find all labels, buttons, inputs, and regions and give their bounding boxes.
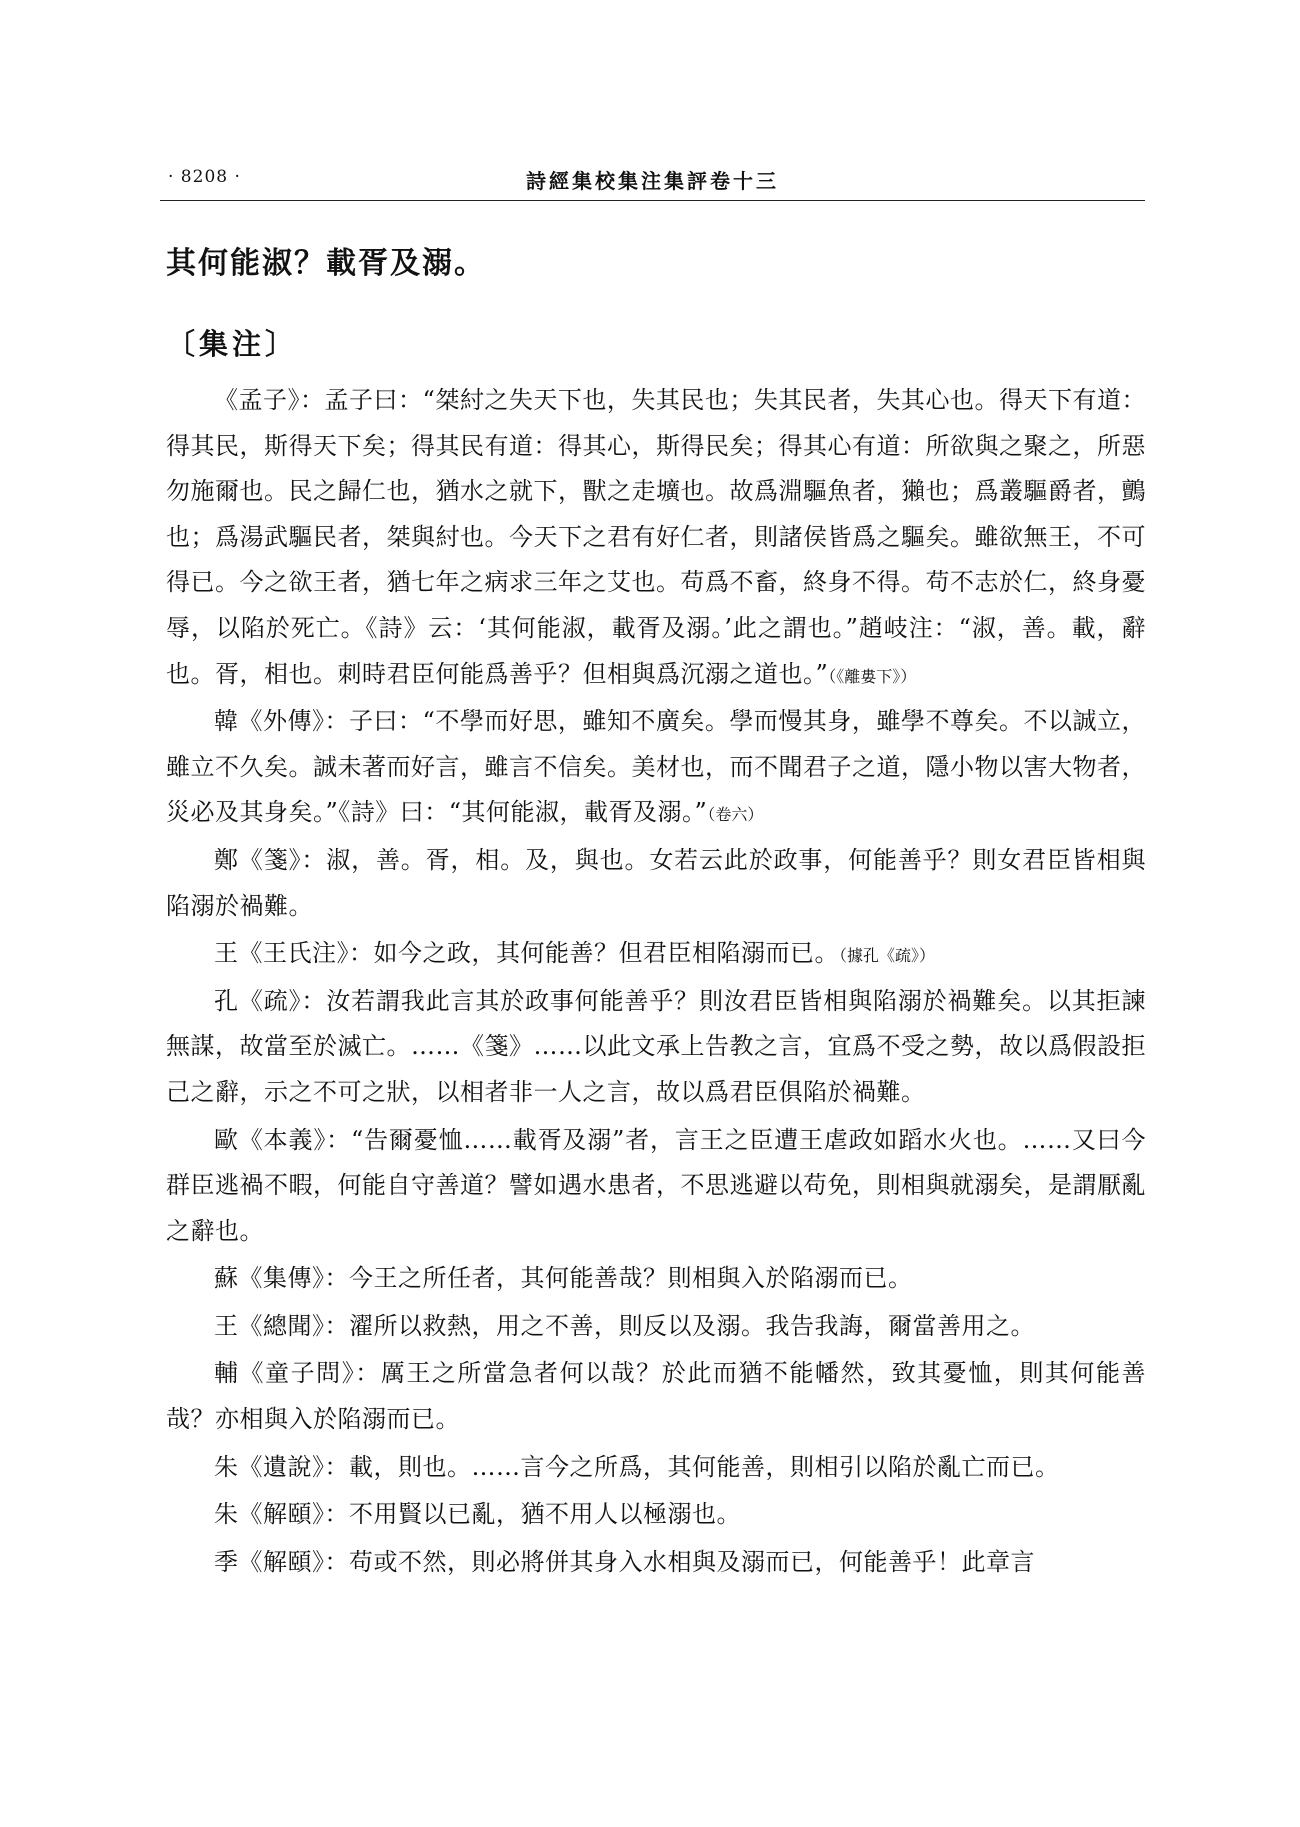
paragraph-text: 鄭《箋》：淑，善。胥，相。及，與也。女若云此於政事，何能善乎？則女君臣皆相與陷溺於禍難。 [166, 845, 1146, 920]
page-header [160, 165, 1145, 199]
commentary-body [166, 378, 1146, 1587]
paragraph-text: 輔《童子問》：厲王之所當急者何以哉？於此而猶不能幡然，致其憂恤，則其何能善哉？亦相與入於陷溺而已。 [166, 1359, 1146, 1434]
paragraph-su-jizhuan [166, 1256, 1146, 1304]
paragraph-zhu-yishuo [166, 1445, 1146, 1493]
paragraph-text: 朱《遺說》：載，則也。……言今之所爲，其何能善，則相引以陷於亂亡而已。 [214, 1452, 1060, 1481]
paragraph-zhu-jieyi [166, 1492, 1146, 1540]
paragraph-text: 孔《疏》：汝若謂我此言其於政事何能善乎？則汝君臣皆相與陷溺於禍難矣。以其拒諫無謀，故當至於滅亡。……《箋》……以此文承上告教之言，宜爲不受之勢，故以爲假設拒己之辭，示之不可之狀，以相者非一人之言，故以爲君臣俱陷於禍難。 [166, 986, 1146, 1106]
paragraph-text: 朱《解頤》：不用賢以已亂，猶不用人以極溺也。 [214, 1500, 741, 1529]
source-note: （《離婁下》） [828, 666, 917, 686]
paragraph-text: 王《總聞》：濯所以救熱，用之不善，則反以及溺。我告我誨，爾當善用之。 [214, 1311, 1035, 1340]
paragraph-text: 蘇《集傳》：今王之所任者，其何能善哉？則相與入於陷溺而已。 [214, 1264, 913, 1293]
verse-heading: 其何能淑？載胥及溺。 [166, 246, 486, 281]
paragraph-text: 歐《本義》：“告爾憂恤……載胥及溺”者，言王之臣遭王虐政如蹈水火也。……又曰今群臣逃禍不暇，何能自守善道？譬如遇水患者，不思逃避以苟免，則相與就溺矣，是謂厭亂之辭也。 [166, 1125, 1146, 1245]
paragraph-text: 王《王氏注》：如今之政，其何能善？但君臣相陷溺而已。 [214, 939, 839, 968]
paragraph-kong-shu [166, 979, 1146, 1118]
section-title: 〔集注〕 [166, 327, 299, 361]
paragraph-wang-zongwen [166, 1304, 1146, 1352]
paragraph-han-waizhuan [166, 699, 1146, 838]
running-title: 詩經集校集注集評卷十三 [526, 169, 779, 193]
paragraph-wang-shi-zhu [166, 931, 1146, 979]
source-note: （卷六） [707, 805, 764, 825]
header-rule [160, 200, 1145, 201]
page-number: · 8208 · [168, 167, 241, 187]
paragraph-ou-benyi [166, 1118, 1146, 1257]
source-note: （據孔《疏》） [839, 946, 936, 966]
paragraph-text: 《孟子》：孟子曰：“桀紂之失天下也，失其民也；失其民者，失其心也。得天下有道：得其民，斯得天下矣；得其民有道：得其心，斯得民矣；得其心有道：所欲與之聚之，所惡勿施爾也。民之歸仁也，猶水之就下，獸之走壙也。故爲淵驅魚者，獺也；爲叢驅爵者，鸇也；爲湯武驅民者，桀與紂也。今天下之君有好仁者，則諸侯皆爲之驅矣。雖欲無王，不可得已。今之欲王者，猶七年之病求三年之艾也。苟爲不畜，終身不得。苟不志於仁，終身憂辱，以陷於死亡。《詩》云：‘其何能淑，載胥及溺。’此之謂也。”趙岐注：“淑，善。載，辭也。胥，相也。刺時君臣何能爲善乎？但相與爲沉溺之道也。” [166, 386, 1146, 688]
paragraph-ji-jieyi [166, 1540, 1146, 1588]
paragraph-text: 季《解頤》：苟或不然，則必將併其身入水相與及溺而已，何能善乎！此章言 [214, 1547, 1035, 1576]
paragraph-fu-tongziwen [166, 1351, 1146, 1444]
paragraph-text: 韓《外傳》：子曰：“不學而好思，雖知不廣矣。學而慢其身，雖學不尊矣。不以誠立，雖立不久矣。誠未著而好言，雖言不信矣。美材也，而不聞君子之道，隱小物以害大物者，災必及其身矣。”《詩》曰：“其何能淑，載胥及溺。” [166, 707, 1146, 827]
paragraph-zheng-jian [166, 838, 1146, 931]
paragraph-mencius [166, 378, 1146, 699]
